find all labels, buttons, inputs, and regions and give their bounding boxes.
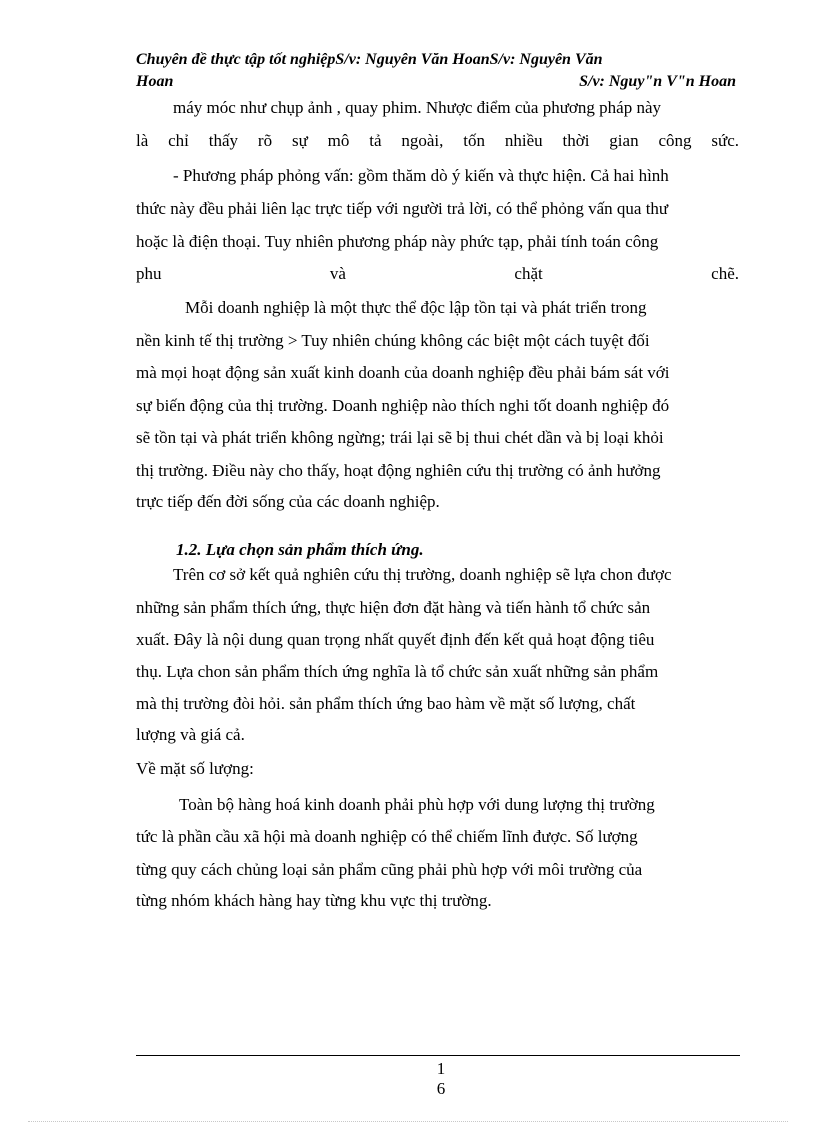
page-number-line-2: 6 <box>436 1079 446 1098</box>
running-header-line-1: Chuyên đề thực tập tốt nghiệpS/v: Nguyên Văn HoanS/v: Nguyên Văn <box>136 51 603 68</box>
paragraph-line: phu và chặt chẽ. <box>136 264 739 283</box>
paragraph-line: hoặc là điện thoại. Tuy nhiên phương pháp này phức tạp, phải tính toán công <box>136 232 659 251</box>
paragraph-line: những sản phẩm thích ứng, thực hiện đơn đặt hàng và tiến hành tổ chức sản <box>136 598 651 617</box>
section-heading: 1.2. Lựa chọn sản phẩm thích ứng. <box>176 540 424 559</box>
paragraph-line: Trên cơ sở kết quả nghiên cứu thị trường, doanh nghiệp sẽ lựa chon được <box>173 565 672 584</box>
body-text <box>136 0 739 1050</box>
paragraph-line: từng nhóm khách hàng hay từng khu vực thị trường. <box>136 891 492 910</box>
paragraph-line: là chỉ thấy rõ sự mô tả ngoài, tốn nhiều thời gian công sức. <box>136 131 739 150</box>
paragraph-line: - Phương pháp phỏng vấn: gồm thăm dò ý kiến và thực hiện. Cả hai hình <box>173 166 669 185</box>
paragraph-line: máy móc như chụp ảnh , quay phim. Nhược điểm của phương pháp này <box>173 98 661 117</box>
page-number-line-1: 1 <box>436 1059 446 1078</box>
paragraph-line: Mỗi doanh nghiệp là một thực thể độc lập tồn tại và phát triển trong <box>185 298 647 317</box>
paragraph-line: nền kinh tế thị trường > Tuy nhiên chúng không các biệt một cách tuyệt đối <box>136 331 650 350</box>
paragraph-line: sẽ tồn tại và phát triển không ngừng; trái lại sẽ bị thui chét dần và bị loại khỏi <box>136 428 664 447</box>
paragraph-line: tức là phần cầu xã hội mà doanh nghiệp có thể chiếm lĩnh được. Số lượng <box>136 827 638 846</box>
paragraph-line: thụ. Lựa chon sản phẩm thích ứng nghĩa là tổ chức sản xuất những sản phẩm <box>136 662 659 681</box>
paragraph-line: sự biến động của thị trường. Doanh nghiệp nào thích nghi tốt doanh nghiệp đó <box>136 396 670 415</box>
paragraph-line: mà thị trường đòi hỏi. sản phẩm thích ứng bao hàm về mặt số lượng, chất <box>136 694 636 713</box>
paragraph-line: trực tiếp đến đời sống của các doanh nghiệp. <box>136 492 440 511</box>
paragraph-line: lượng và giá cả. <box>136 725 245 744</box>
page-bottom-edge <box>28 1121 788 1122</box>
paragraph-line: Về mặt số lượng: <box>136 759 254 778</box>
running-header-author-right: S/v: Nguy"n V"n Hoan <box>579 73 736 90</box>
paragraph-line: Toàn bộ hàng hoá kinh doanh phải phù hợp với dung lượng thị trường <box>179 795 655 814</box>
paragraph-line: xuất. Đây là nội dung quan trọng nhất quyết định đến kết quả hoạt động tiêu <box>136 630 655 649</box>
paragraph-line: thức này đều phải liên lạc trực tiếp với người trả lời, có thể phỏng vấn qua thư <box>136 199 669 218</box>
paragraph-line: từng quy cách chủng loại sản phẩm cũng phải phù hợp với môi trường của <box>136 860 643 879</box>
paragraph-line: mà mọi hoạt động sản xuất kinh doanh của doanh nghiệp đều phải bám sát với <box>136 363 670 382</box>
running-header-author-left: Hoan <box>136 73 174 90</box>
footer-rule <box>136 1055 740 1056</box>
paragraph-line: thị trường. Điều này cho thấy, hoạt động nghiên cứu thị trường có ảnh hưởng <box>136 461 661 480</box>
